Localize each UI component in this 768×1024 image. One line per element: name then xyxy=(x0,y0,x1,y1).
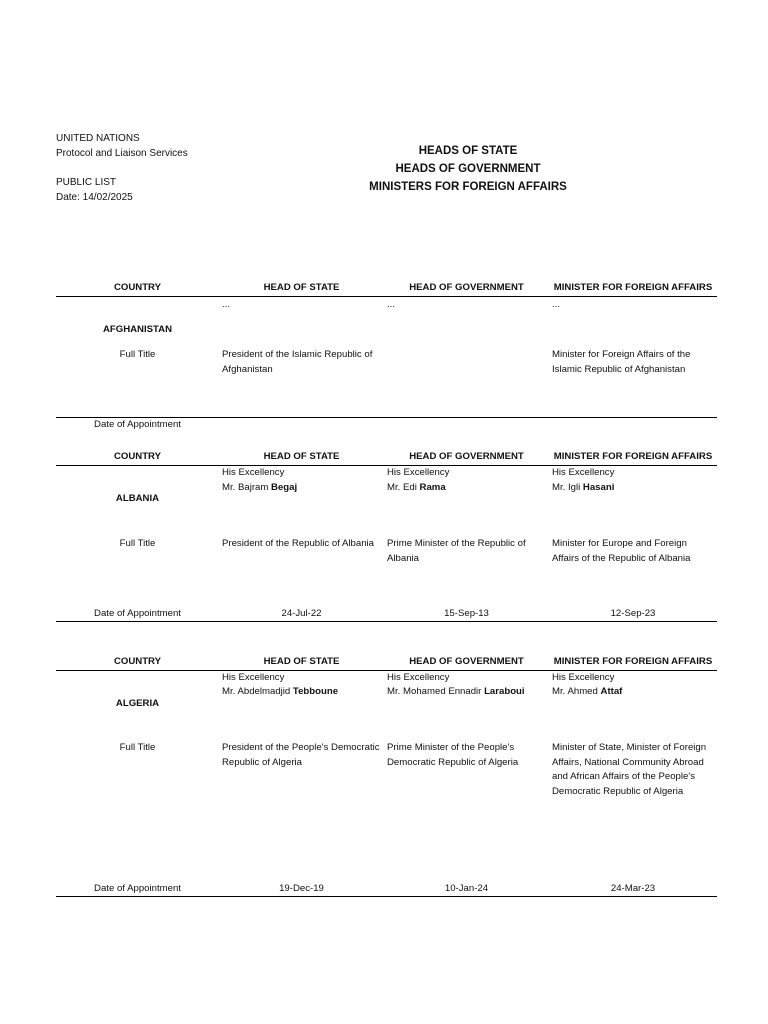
hog-surname: Laraboui xyxy=(484,686,525,697)
mfa-name-prefix: Mr. Ahmed xyxy=(552,686,601,697)
col-head-of-state: HEAD OF STATE xyxy=(263,282,340,293)
mfa-title: Minister for Europe and Foreign Affairs of the Republic of Albania xyxy=(552,538,691,564)
full-title-label: Full Title xyxy=(119,538,156,549)
mfa-name xyxy=(552,481,614,496)
mfa-surname: Hasani xyxy=(582,482,615,493)
hos-name-prefix: Mr. Bajram xyxy=(222,482,272,493)
hog-name xyxy=(387,481,446,496)
hos-name xyxy=(222,481,297,496)
column-header-row xyxy=(56,449,717,466)
mfa-title: Minister of State, Minister of Foreign Affairs, National Community Abroad and African Affairs of the People's Democratic Republic of Algeria xyxy=(552,742,707,797)
mfa-honorific: ... xyxy=(552,299,560,310)
col-country: COUNTRY xyxy=(113,282,162,293)
hos-title: President of the Republic of Albania xyxy=(222,538,375,549)
title-line-1: HEADS OF STATE xyxy=(418,145,518,157)
col-foreign-minister: MINISTER FOR FOREIGN AFFAIRS xyxy=(553,656,713,667)
hos-honorific: His Excellency xyxy=(222,467,285,478)
hos-title: President of the People's Democratic Republic of Algeria xyxy=(222,742,380,768)
country-body xyxy=(56,297,717,430)
hog-honorific: ... xyxy=(387,299,395,310)
mfa-appointment-date: 24-Mar-23 xyxy=(610,883,656,894)
col-foreign-minister: MINISTER FOR FOREIGN AFFAIRS xyxy=(553,282,713,293)
document-date: Date: 14/02/2025 xyxy=(56,192,133,203)
full-title-label: Full Title xyxy=(119,349,156,360)
column-header-row xyxy=(56,654,717,671)
hog-name-prefix: Mr. Mohamed Ennadir xyxy=(387,686,485,697)
country-body xyxy=(56,466,717,622)
department-name: Protocol and Liaison Services xyxy=(56,148,188,159)
col-country: COUNTRY xyxy=(113,451,162,462)
hog-surname: Rama xyxy=(419,482,446,493)
date-of-appointment-label: Date of Appointment xyxy=(94,608,181,619)
hos-name-prefix: Mr. Abdelmadjid xyxy=(222,686,293,697)
title-line-3: MINISTERS FOR FOREIGN AFFAIRS xyxy=(369,181,567,193)
hos-surname: Begaj xyxy=(271,482,298,493)
country-section-afghanistan xyxy=(56,280,717,430)
title-line-2: HEADS OF GOVERNMENT xyxy=(395,163,541,175)
col-head-of-government: HEAD OF GOVERNMENT xyxy=(409,656,524,667)
country-section-albania xyxy=(56,449,717,622)
hos-surname: Tebboune xyxy=(292,686,339,697)
hog-honorific: His Excellency xyxy=(387,672,450,683)
col-head-of-government: HEAD OF GOVERNMENT xyxy=(409,282,524,293)
col-country: COUNTRY xyxy=(113,656,162,667)
hog-honorific: His Excellency xyxy=(387,467,450,478)
mfa-title: Minister for Foreign Affairs of the Islamic Republic of Afghanistan xyxy=(552,349,691,375)
country-name: ALGERIA xyxy=(115,698,160,709)
mfa-appointment-date: 12-Sep-23 xyxy=(610,608,656,619)
hos-appointment-date: 19-Dec-19 xyxy=(279,883,324,894)
org-name: UNITED NATIONS xyxy=(56,133,140,144)
mfa-honorific: His Excellency xyxy=(552,467,615,478)
hos-honorific: His Excellency xyxy=(222,672,285,683)
date-of-appointment-label: Date of Appointment xyxy=(94,419,181,430)
col-head-of-state: HEAD OF STATE xyxy=(263,656,340,667)
hog-title: Prime Minister of the People's Democratic Republic of Algeria xyxy=(387,742,519,768)
mfa-honorific: His Excellency xyxy=(552,672,615,683)
column-header-row xyxy=(56,280,717,297)
hog-name-prefix: Mr. Edi xyxy=(387,482,420,493)
organization-block xyxy=(56,131,188,205)
hos-name xyxy=(222,685,338,700)
col-head-of-government: HEAD OF GOVERNMENT xyxy=(409,451,524,462)
country-name: AFGHANISTAN xyxy=(102,324,173,335)
date-of-appointment-label: Date of Appointment xyxy=(94,883,181,894)
hos-title: President of the Islamic Republic of Afghanistan xyxy=(222,349,373,375)
col-head-of-state: HEAD OF STATE xyxy=(263,451,340,462)
country-section-algeria xyxy=(56,654,717,897)
hos-honorific: ... xyxy=(222,299,230,310)
hog-name xyxy=(387,685,525,700)
document-title xyxy=(328,142,608,196)
mfa-name xyxy=(552,685,622,700)
full-title-label: Full Title xyxy=(119,742,156,753)
col-foreign-minister: MINISTER FOR FOREIGN AFFAIRS xyxy=(553,451,713,462)
hog-appointment-date: 15-Sep-13 xyxy=(444,608,489,619)
mfa-surname: Attaf xyxy=(600,686,623,697)
hog-title: Prime Minister of the Republic of Albania xyxy=(387,538,526,564)
country-name: ALBANIA xyxy=(115,493,160,504)
country-body xyxy=(56,671,717,897)
mfa-name-prefix: Mr. Igli xyxy=(552,482,583,493)
hog-appointment-date: 10-Jan-24 xyxy=(444,883,489,894)
hos-appointment-date: 24-Jul-22 xyxy=(281,608,322,619)
list-type: PUBLIC LIST xyxy=(56,177,117,188)
